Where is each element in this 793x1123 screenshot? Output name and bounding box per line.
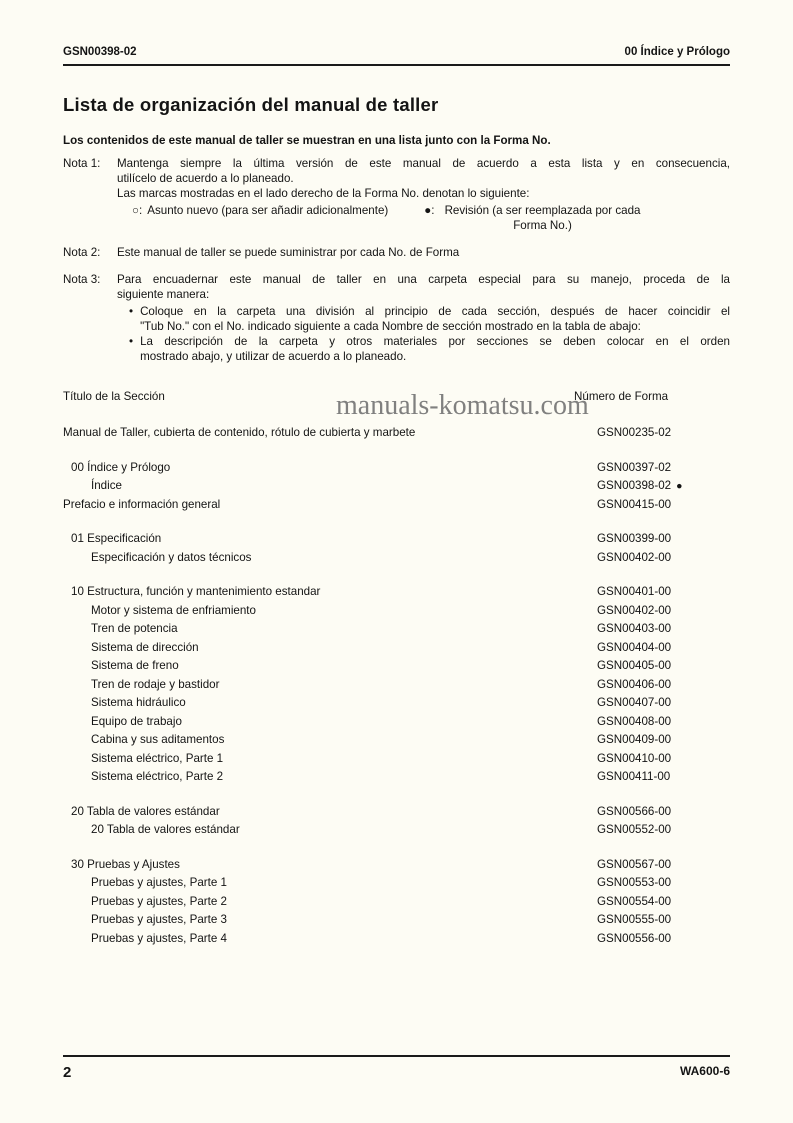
table-row	[63, 549, 730, 568]
section-title: Sistema de dirección	[91, 640, 199, 654]
column-form-number: Número de Forma	[574, 390, 669, 403]
table-row	[63, 620, 730, 639]
table-row	[63, 874, 730, 893]
form-number: GSN00411-00	[597, 770, 671, 783]
toc-body	[63, 424, 730, 948]
note-2-body	[117, 245, 730, 260]
legend-new-subject	[132, 203, 388, 233]
legend-marks	[117, 203, 730, 233]
form-number: GSN00567-00	[597, 857, 672, 871]
section-title: Sistema hidráulico	[91, 696, 186, 709]
page-title: Lista de organización del manual de taller	[63, 94, 439, 115]
section-title: Manual de Taller, cubierta de contenido, rótulo de cubierta y marbete	[63, 426, 416, 439]
form-number: GSN00403-00	[597, 622, 672, 635]
note-3-line-2: siguiente manera:	[117, 288, 210, 301]
toc-group	[63, 856, 730, 949]
bullet-2-body	[140, 334, 730, 364]
model-number: WA600-6	[679, 1064, 730, 1078]
section-title: 20 Tabla de valores estándar	[91, 823, 240, 836]
form-number: GSN00404-00	[597, 640, 672, 654]
section-title: 10 Estructura, función y mantenimiento estandar	[71, 585, 321, 598]
table-row	[63, 477, 730, 496]
bullet-1-line-2: "Tub No." con el No. indicado siguiente a cada Nombre de sección mostrado en la tabla de abajo:	[140, 320, 641, 333]
bullet-icon: •	[129, 305, 134, 318]
table-row	[63, 657, 730, 676]
note-1-line-3: Las marcas mostradas en el lado derecho de la Forma No. denotan lo siguiente:	[117, 187, 530, 200]
form-number: GSN00555-00	[597, 913, 672, 926]
table-row	[63, 713, 730, 732]
toc-group	[63, 803, 730, 840]
bullet-2-line-2: mostrado abajo, y utilizar de acuerdo a lo planeado.	[140, 350, 407, 363]
toc-group	[63, 530, 730, 567]
form-number: GSN00399-00	[597, 532, 672, 545]
note-3-label: Nota 3:	[63, 273, 101, 286]
note-3	[63, 272, 730, 364]
table-row	[63, 583, 730, 602]
bullet-icon: •	[129, 335, 134, 348]
form-number: GSN00406-00	[597, 677, 672, 691]
section-title: Índice	[91, 479, 122, 492]
table-row	[63, 911, 730, 930]
section-title: Pruebas y ajustes, Parte 3	[91, 913, 227, 926]
note-1-body	[117, 156, 730, 233]
header-section-title: 00 Índice y Prólogo	[624, 46, 730, 58]
table-row	[63, 930, 730, 949]
note-3-bullets	[117, 304, 730, 364]
section-title: 20 Tabla de valores estándar	[71, 804, 220, 818]
table-row	[63, 856, 730, 875]
watermark: manuals-komatsu.com	[336, 390, 589, 421]
section-title: 30 Pruebas y Ajustes	[71, 857, 180, 871]
page-footer	[63, 1055, 730, 1081]
page-number: 2	[63, 1064, 72, 1081]
revision-dot-icon: ●:	[424, 204, 435, 217]
revision-marker-icon: ●	[676, 480, 683, 492]
section-title: Motor y sistema de enfriamiento	[91, 603, 256, 617]
table-row	[63, 676, 730, 695]
toc-group	[63, 583, 730, 787]
note-2-line-1: Este manual de taller se puede suministrar por cada No. de Forma	[117, 246, 460, 259]
legend-revision	[424, 203, 645, 233]
section-title: Pruebas y ajustes, Parte 1	[91, 876, 227, 889]
section-title: Tren de potencia	[91, 622, 178, 635]
section-title: 00 Índice y Prólogo	[71, 460, 171, 474]
toc-group	[63, 459, 730, 515]
column-section-title: Título de la Sección	[63, 390, 165, 403]
form-number: GSN00410-00	[597, 751, 672, 765]
form-number: GSN00409-00	[597, 733, 672, 746]
table-row	[63, 530, 730, 549]
section-title: Cabina y sus aditamentos	[91, 733, 225, 746]
table-row	[63, 694, 730, 713]
note-1	[63, 156, 730, 233]
table-row	[63, 639, 730, 658]
bullet-item-2	[117, 334, 730, 364]
section-title: Especificación y datos técnicos	[91, 550, 252, 564]
section-title: Tren de rodaje y bastidor	[91, 677, 220, 691]
new-subject-text: Asunto nuevo (para ser añadir adicionalmente)	[147, 204, 389, 217]
table-row	[63, 459, 730, 478]
bullet-1-body	[140, 304, 730, 334]
intro-text: Los contenidos de este manual de taller se muestran en una lista junto con la Forma No.	[63, 134, 551, 147]
form-number: GSN00566-00	[597, 804, 672, 818]
form-number: GSN00402-00	[597, 550, 672, 564]
toc-group	[63, 424, 730, 443]
note-3-line-1: Para encuadernar este manual de taller en una carpeta especial para su manejo, proceda de la	[117, 273, 730, 286]
form-number: GSN00408-00	[597, 714, 672, 728]
form-number: GSN00553-00	[597, 876, 672, 889]
revision-text: Revisión (a ser reemplazada por cada Forma No.)	[444, 204, 641, 232]
table-header	[63, 390, 730, 403]
header-doc-number: GSN00398-02	[63, 46, 137, 58]
note-3-body	[117, 272, 730, 364]
table-row	[63, 768, 730, 787]
section-title: Sistema eléctrico, Parte 1	[91, 751, 224, 765]
note-1-label: Nota 1:	[63, 157, 101, 170]
section-title: Sistema eléctrico, Parte 2	[91, 770, 224, 783]
form-number: GSN00407-00	[597, 696, 672, 709]
section-title: 01 Especificación	[71, 532, 162, 545]
note-1-line-1: Mantenga siempre la última versión de este manual de acuerdo a esta lista y en consecuencia,	[117, 157, 730, 170]
bullet-2-line-1: La descripción de la carpeta y otros materiales por secciones se deben colocar en el orden	[140, 335, 730, 348]
form-number: GSN00397-02	[597, 460, 672, 474]
form-number: GSN00405-00	[597, 659, 672, 672]
page-header	[63, 46, 730, 66]
form-number: GSN00401-00	[597, 585, 672, 598]
section-title: Pruebas y ajustes, Parte 2	[91, 894, 227, 908]
form-number: GSN00398-02 ●	[597, 479, 683, 492]
form-number: GSN00402-00	[597, 603, 672, 617]
table-row	[63, 803, 730, 822]
table-row	[63, 893, 730, 912]
table-row	[63, 731, 730, 750]
section-title: Equipo de trabajo	[91, 714, 182, 728]
table-row	[63, 602, 730, 621]
section-title: Sistema de freno	[91, 659, 179, 672]
new-subject-circle-icon: ○:	[132, 204, 143, 217]
form-number: GSN00554-00	[597, 894, 672, 908]
form-number: GSN00556-00	[597, 931, 672, 945]
note-1-line-2: utilícelo de acuerdo a lo planeado.	[117, 172, 294, 185]
note-2-label: Nota 2:	[63, 246, 101, 259]
form-number: GSN00415-00	[597, 497, 672, 511]
note-2	[63, 245, 730, 260]
table-row	[63, 424, 730, 443]
form-number: GSN00235-02	[597, 426, 672, 439]
section-title: Pruebas y ajustes, Parte 4	[91, 931, 227, 945]
table-row	[63, 496, 730, 515]
table-row	[63, 750, 730, 769]
table-row	[63, 821, 730, 840]
bullet-1-line-1: Coloque en la carpeta una división al principio de cada sección, después de hacer coincidir el	[140, 305, 730, 318]
form-number: GSN00552-00	[597, 823, 672, 836]
section-title: Prefacio e información general	[63, 497, 221, 511]
bullet-item-1	[117, 304, 730, 334]
